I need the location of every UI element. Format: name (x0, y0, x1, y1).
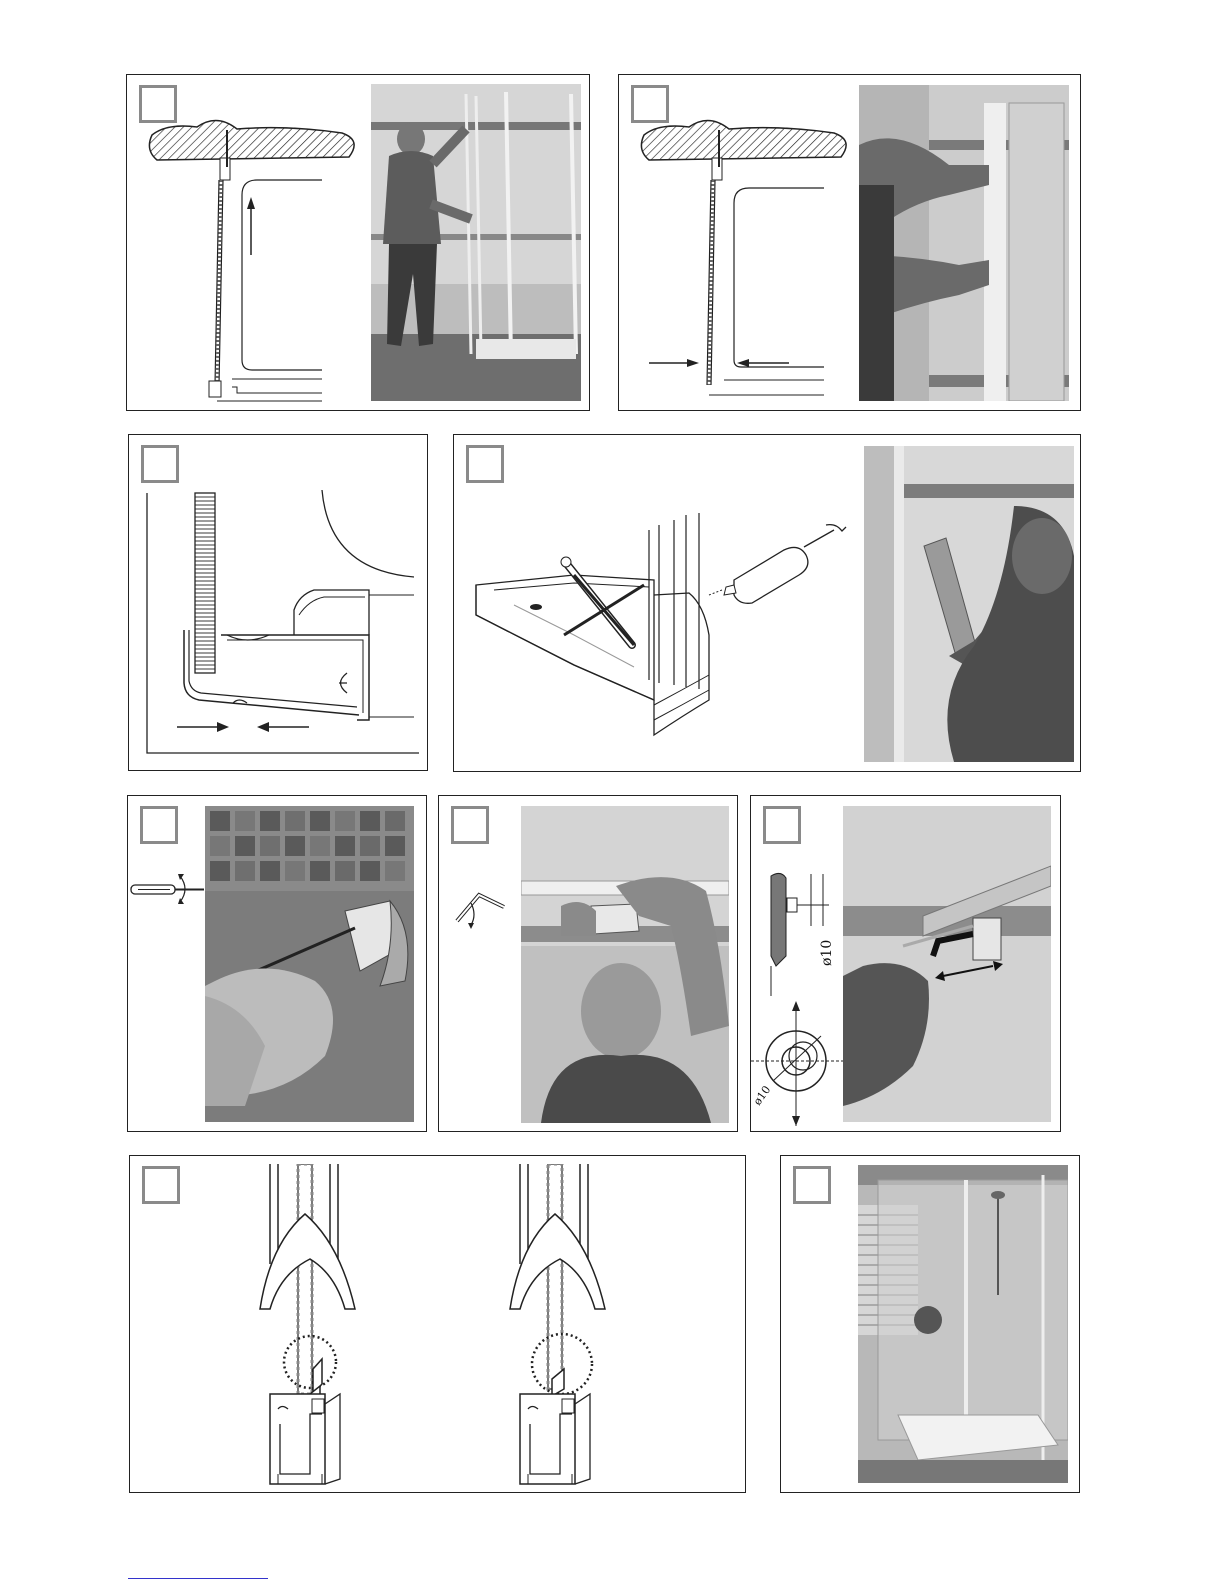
step-1-wall-profile-drawing (137, 105, 367, 405)
step-9-number-box (793, 1166, 831, 1204)
step-7-photo-hex-key-adjustment (843, 806, 1051, 1122)
step-2-wall-profile-drawing (629, 105, 859, 405)
step-4-tray-silicone-drawing (454, 435, 864, 771)
step-4-panel (453, 434, 1081, 772)
step-3-panel (128, 434, 428, 771)
step-8-seal-detail-right (500, 1164, 640, 1489)
step-9-panel (780, 1155, 1080, 1493)
step-5-number-box (140, 806, 178, 844)
step-9-photo-finished-shower (858, 1165, 1068, 1483)
step-3-profile-cross-section (129, 435, 427, 770)
step-5-photo-screwing-bracket (205, 806, 414, 1122)
step-4-photo-applying-silicone (864, 446, 1074, 762)
step-1-panel (126, 74, 590, 411)
step-5-screwdriver-icon (128, 866, 208, 916)
step-6-panel (438, 795, 738, 1132)
circle-diameter-label: ø10 (751, 1083, 774, 1108)
bracket-diameter-label: ø10 (819, 939, 835, 966)
step-8-number-box (142, 1166, 180, 1204)
footer-link-underline (128, 1578, 268, 1579)
step-5-panel (127, 795, 427, 1132)
step-6-bend-icon (449, 881, 519, 936)
step-8-seal-detail-left (250, 1164, 390, 1489)
step-8-panel (129, 1155, 746, 1493)
step-7-number-box (763, 806, 801, 844)
step-6-photo-fitting-cap (521, 806, 729, 1123)
step-2-panel (618, 74, 1081, 411)
step-7-adjustment-drawing (751, 856, 846, 1126)
step-6-number-box (451, 806, 489, 844)
step-2-photo-pressing-profile (859, 85, 1069, 401)
step-1-photo-installer-lifting-panel (371, 84, 581, 401)
step-7-panel (750, 795, 1061, 1132)
